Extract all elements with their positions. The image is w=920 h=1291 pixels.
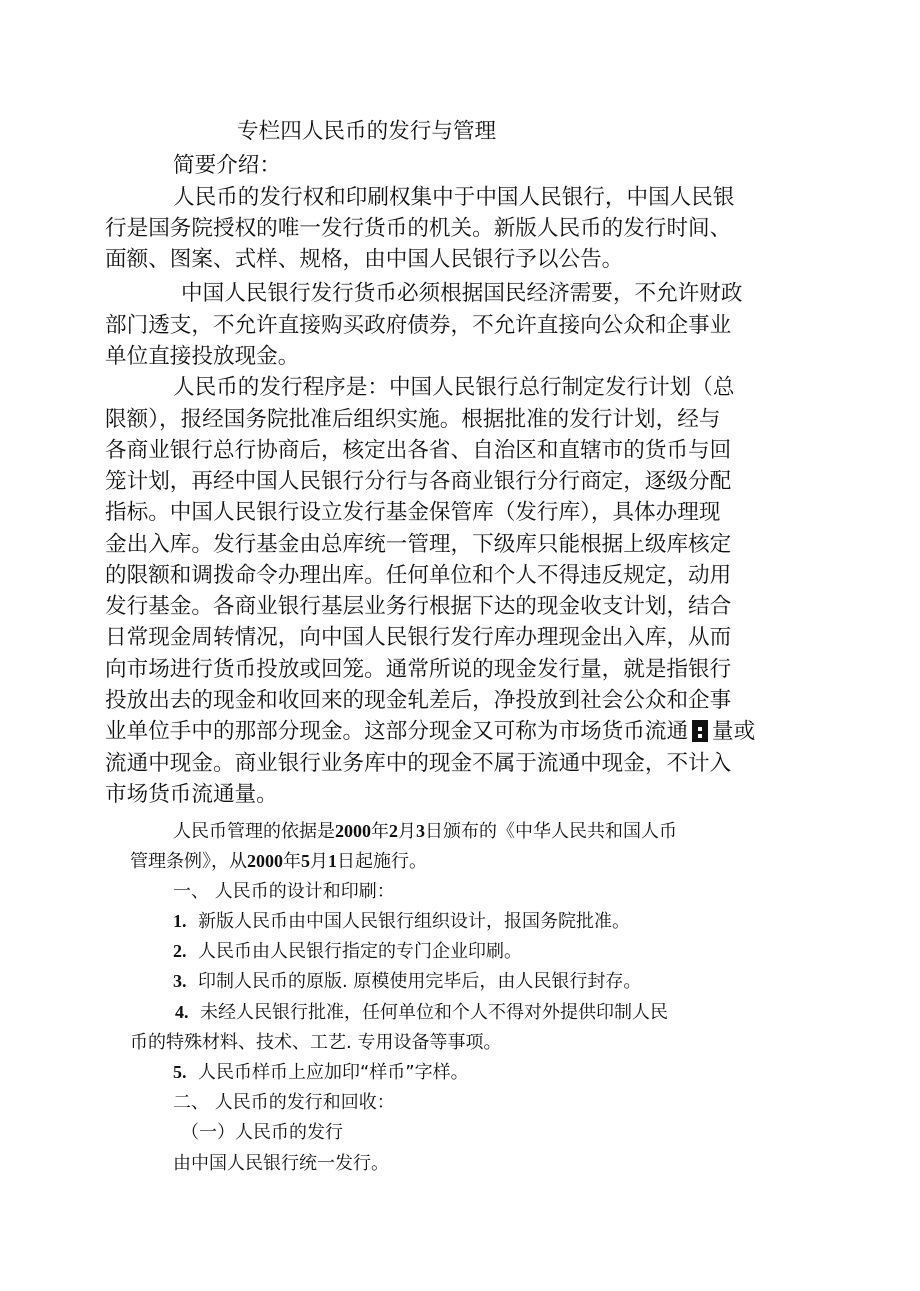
- list-item: [173, 937, 522, 963]
- year-number: 2000: [335, 821, 371, 841]
- paragraph-line: 笼计划，再经中国人民银行分行与各商业银行分行商定，逐级分配: [105, 469, 732, 494]
- paragraph-line: 人民币的发行程序是：中国人民银行总行制定发行计划（总: [173, 375, 735, 400]
- list-item: [173, 1058, 469, 1084]
- paragraph-text: 日起施行。: [337, 851, 427, 872]
- paragraph-line: 日常现金周转情况，向中国人民银行发行库办理现金出入库，从而: [105, 625, 732, 650]
- paragraph-text: 业单位手中的那部分现金。这部分现金又可称为市场货币流通: [105, 719, 689, 744]
- paragraph-line: 市场货币流通量。: [105, 782, 278, 807]
- paragraph-line: 流通中现金。商业银行业务库中的现金不属于流通中现金，不计入: [105, 751, 732, 776]
- list-item-number: 5.: [173, 1062, 187, 1082]
- square-mark-icon: [692, 720, 708, 742]
- section-heading: 一、 人民币的设计和印刷：: [173, 881, 395, 902]
- paragraph-line: 发行基金。各商业银行基层业务行根据下达的现金收支计划，结合: [105, 594, 732, 619]
- subsection-heading: （一）人民币的发行: [181, 1122, 343, 1143]
- paragraph-line: 的限额和调拨命令办理出库。任何单位和个人不得违反规定，动用: [105, 563, 732, 588]
- list-item: [175, 998, 668, 1024]
- list-item-text: 人民币由人民银行指定的专门企业印刷。: [197, 941, 522, 962]
- paragraph-line: 人民币的发行权和印刷权集中于中国人民银行，中国人民银: [173, 185, 735, 210]
- paragraph-line: 向市场进行货币投放或回笼。通常所说的现金发行量，就是指银行: [105, 657, 732, 682]
- paragraph-line: 单位直接投放现金。: [105, 344, 300, 369]
- paragraph-line: 限额），报经国务院批准后组织实施。根据批准的发行计划，经与: [105, 407, 721, 432]
- list-item-number: 3.: [173, 971, 187, 991]
- list-item-text: 印制人民币的原版. 原模使用完毕后，由人民银行封存。: [197, 971, 642, 992]
- list-item-number: 1.: [173, 911, 187, 931]
- page-title: 专栏四人民币的发行与管理: [237, 119, 497, 144]
- list-item: [173, 907, 630, 933]
- paragraph-line: [173, 817, 677, 843]
- list-item-continuation: 币的特殊材料、技术、工艺. 专用设备等事项。: [130, 1032, 502, 1053]
- paragraph-line: 中国人民银行发行货币必须根据国民经济需要，不允许财政: [181, 281, 743, 306]
- paragraph-line: [130, 847, 427, 873]
- paragraph-line: 由中国人民银行统一发行。: [173, 1153, 389, 1174]
- section-heading: 二、 人民币的发行和回收：: [173, 1092, 395, 1113]
- month-number: 2: [389, 821, 398, 841]
- list-item-number: 4.: [175, 1002, 189, 1022]
- list-item-number: 2.: [173, 941, 187, 961]
- day-number: 1: [328, 851, 337, 871]
- paragraph-line: 指标。中国人民银行设立发行基金保管库（发行库），具体办理现: [105, 500, 721, 525]
- paragraph-line: [105, 714, 755, 745]
- paragraph-text: 量或: [712, 719, 756, 744]
- paragraph-line: 金出入库。发行基金由总库统一管理，下级库只能根据上级库核定: [105, 532, 732, 557]
- year-number: 2000: [247, 851, 283, 871]
- paragraph-line: 面额、图案、式样、规格，由中国人民银行予以公告。: [105, 247, 624, 272]
- paragraph-text: 管理条例》，从: [130, 851, 247, 872]
- month-number: 5: [301, 851, 310, 871]
- paragraph-text: 月: [310, 851, 328, 872]
- paragraph-text: 人民币管理的依据是: [173, 821, 335, 842]
- day-number: 3: [416, 821, 425, 841]
- paragraph-text: 月: [398, 821, 416, 842]
- list-item-text: 未经人民银行批准，任何单位和个人不得对外提供印制人民: [199, 1002, 668, 1023]
- list-item-text: 人民币样币上应加印“样币”字样。: [197, 1062, 469, 1083]
- paragraph-line: 行是国务院授权的唯一发行货币的机关。新版人民币的发行时间、: [105, 216, 732, 241]
- paragraph-text: 日颁布的《中华人民共和国人币: [425, 821, 677, 842]
- paragraph-line: 部门透支，不允许直接购买政府债券，不允许直接向公众和企事业: [105, 313, 732, 338]
- intro-heading: 简要介绍：: [173, 153, 281, 178]
- list-item-text: 新版人民币由中国人民银行组织设计，报国务院批准。: [197, 911, 630, 932]
- paragraph-text: 年: [371, 821, 389, 842]
- paragraph-text: 年: [283, 851, 301, 872]
- list-item: [173, 967, 641, 993]
- paragraph-line: 投放出去的现金和收回来的现金轧差后，净投放到社会公众和企事: [105, 688, 732, 713]
- paragraph-line: 各商业银行总行协商后，核定出各省、自治区和直辖市的货币与回: [105, 438, 732, 463]
